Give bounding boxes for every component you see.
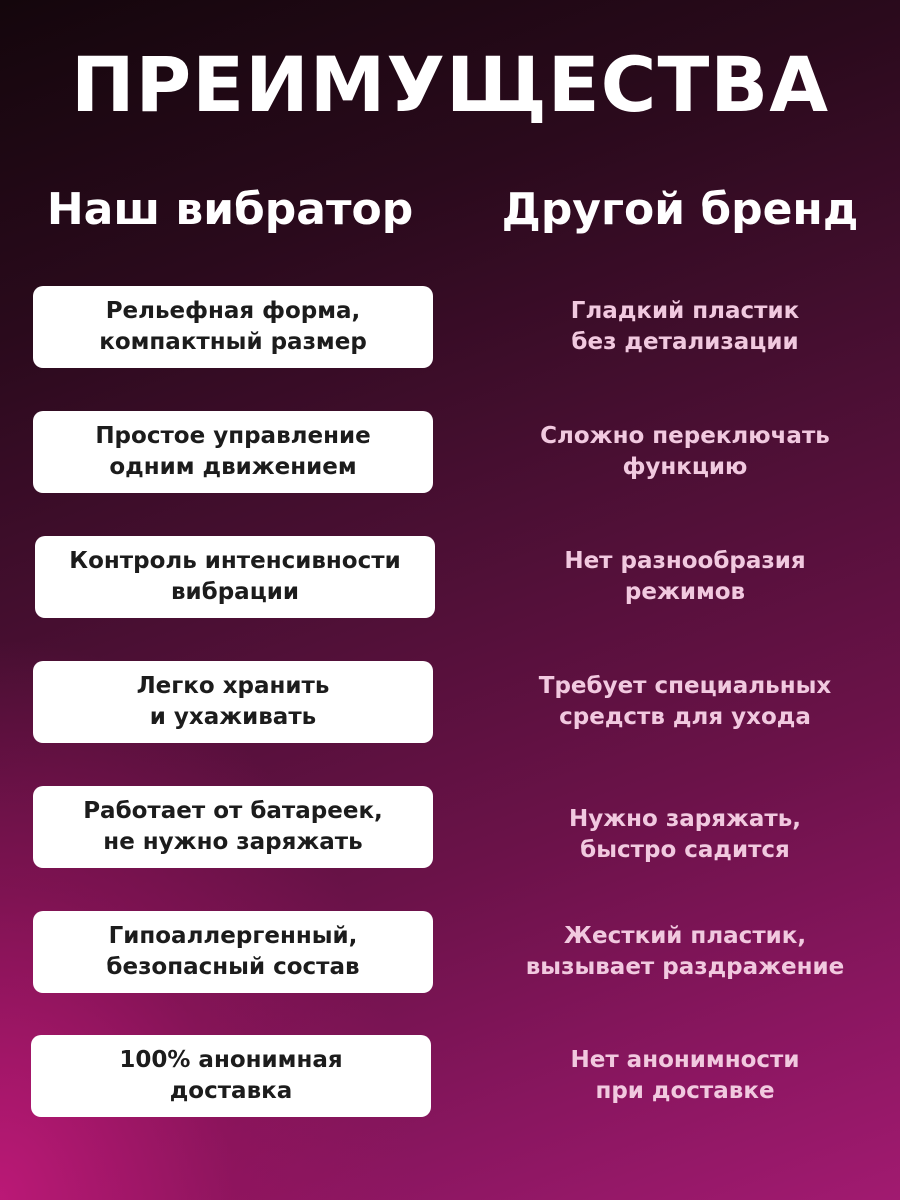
- other-brand-feature: Нет разнообразия режимов: [564, 548, 806, 605]
- our-feature-pill: Работает от батареек, не нужно заряжать: [33, 786, 433, 868]
- comparison-row: [0, 786, 900, 868]
- our-feature-pill: Контроль интенсивности вибрации: [35, 536, 435, 618]
- comparison-row: [0, 911, 900, 993]
- comparison-row: [0, 661, 900, 743]
- other-brand-feature: Требует специальных средств для ухода: [538, 673, 832, 730]
- column-heading-other-brand: Другой бренд: [501, 184, 859, 235]
- page-title: ПРЕИМУЩЕСТВА: [70, 40, 830, 129]
- our-feature-pill: Простое управление одним движением: [33, 411, 433, 493]
- comparison-row: [0, 286, 900, 368]
- comparison-row: [0, 411, 900, 493]
- our-feature-pill: Легко хранить и ухаживать: [33, 661, 433, 743]
- other-brand-feature: Нужно заряжать, быстро садится: [569, 806, 801, 863]
- our-feature-pill: Гипоаллергенный, безопасный состав: [33, 911, 433, 993]
- other-brand-feature: Сложно переключать функцию: [540, 423, 830, 480]
- our-feature-pill: 100% анонимная доставка: [31, 1035, 431, 1117]
- other-brand-feature: Жесткий пластик, вызывает раздражение: [525, 923, 845, 980]
- comparison-row: [0, 536, 900, 618]
- our-feature-pill: Рельефная форма, компактный размер: [33, 286, 433, 368]
- column-heading-ours: Наш вибратор: [46, 184, 414, 235]
- other-brand-feature: Нет анонимности при доставке: [570, 1047, 800, 1104]
- other-brand-feature: Гладкий пластик без детализации: [570, 298, 800, 355]
- comparison-row: [0, 1035, 900, 1117]
